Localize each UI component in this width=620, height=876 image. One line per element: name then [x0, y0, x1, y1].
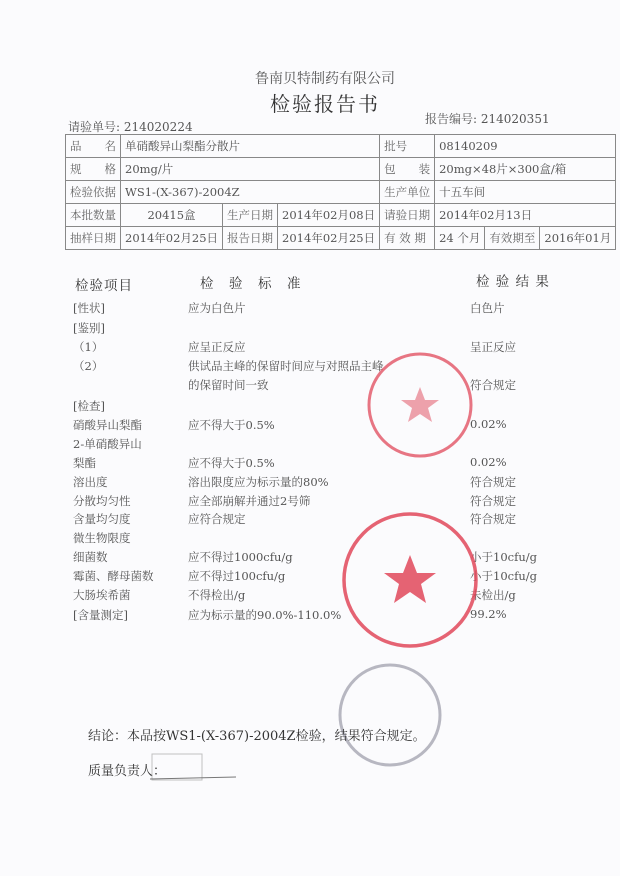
- conclusion: 结论：本品按WS1-(X-367)-2004Z检验，结果符合规定。: [88, 729, 426, 744]
- validity-label: 有 效 期: [380, 227, 435, 250]
- batch-value: 08140209: [435, 135, 616, 158]
- result-result: 未检出/g: [470, 588, 516, 602]
- table-row: [66, 181, 616, 204]
- product-name-label: 品 名: [66, 135, 121, 158]
- gray-seal-stamp: [330, 655, 450, 775]
- result-item: [鉴别]: [73, 321, 105, 335]
- report-number-label: 报告编号:: [425, 112, 478, 126]
- result-item: 分散均匀性: [73, 494, 131, 508]
- result-result: 白色片: [470, 301, 505, 315]
- basis-label: 检验依据: [66, 181, 121, 204]
- result-item: [性状]: [73, 301, 105, 315]
- result-item: 含量均匀度: [73, 512, 131, 526]
- request-number-label: 请验单号:: [68, 120, 121, 134]
- request-number-value: 214020224: [123, 120, 193, 134]
- qa-label: 质量负责人：: [88, 764, 167, 779]
- spec-label: 规 格: [66, 158, 121, 181]
- qa-signature: [150, 752, 240, 784]
- result-standard: 的保留时间一致: [188, 378, 269, 392]
- result-item: 霉菌、酵母菌数: [73, 569, 154, 583]
- sample-date-value: 2014年02月25日: [121, 227, 223, 250]
- result-standard: 应不得过1000cfu/g: [188, 550, 293, 564]
- table-row: [66, 135, 616, 158]
- column-header-item: 检验项目: [75, 278, 133, 294]
- red-seal-stamp-1: [360, 345, 480, 465]
- result-item: 溶出度: [73, 475, 108, 489]
- result-standard: 应全部崩解并通过2号筛: [188, 494, 311, 508]
- result-result: 符合规定: [470, 378, 516, 392]
- result-item: 2-单硝酸异山: [73, 437, 142, 451]
- result-result: 符合规定: [470, 475, 516, 489]
- result-item: （2）: [73, 359, 104, 373]
- result-item: 细菌数: [73, 550, 108, 564]
- package-value: 20mg×48片×300盒/箱: [435, 158, 616, 181]
- result-item: 微生物限度: [73, 531, 131, 545]
- sample-date-label: 抽样日期: [66, 227, 121, 250]
- table-row: [66, 227, 616, 250]
- result-item: 大肠埃希菌: [73, 588, 131, 602]
- package-label: 包 装: [380, 158, 435, 181]
- table-row: [66, 158, 616, 181]
- producer-value: 十五车间: [435, 181, 616, 204]
- request-number: [68, 118, 193, 135]
- result-standard: 应不得过100cfu/g: [188, 569, 286, 583]
- expiry-value: 2016年01月: [540, 227, 616, 250]
- result-standard: 溶出限度应为标示量的80%: [188, 475, 329, 489]
- result-result: 呈正反应: [470, 340, 516, 354]
- request-date-label: 请验日期: [380, 204, 435, 227]
- result-standard: 应呈正反应: [188, 340, 246, 354]
- result-item: [含量测定]: [73, 608, 128, 622]
- result-result: 小于10cfu/g: [470, 550, 537, 564]
- result-result: 0.02%: [470, 417, 507, 431]
- document-title: 检验报告书: [270, 92, 380, 116]
- product-name: 单硝酸异山梨酯分散片: [121, 135, 380, 158]
- report-date-value: 2014年02月25日: [278, 227, 380, 250]
- prod-date-label: 生产日期: [223, 204, 278, 227]
- table-row: [66, 204, 616, 227]
- batch-label: 批号: [380, 135, 435, 158]
- result-result: 符合规定: [470, 512, 516, 526]
- report-number: [425, 110, 550, 127]
- column-header-result: 检 验 结 果: [476, 274, 550, 290]
- result-standard: 应为标示量的90.0%-110.0%: [188, 608, 342, 622]
- result-item: 梨酯: [73, 456, 96, 470]
- validity-value: 24 个月: [435, 227, 485, 250]
- result-result: 符合规定: [470, 494, 516, 508]
- result-result: 小于10cfu/g: [470, 569, 537, 583]
- result-item: 硝酸异山梨酯: [73, 418, 142, 432]
- result-standard: 不得检出/g: [188, 588, 246, 602]
- basis-value: WS1-(X-367)-2004Z: [121, 181, 380, 204]
- column-header-standard: 检 验 标 准: [200, 276, 302, 292]
- red-seal-stamp-2: [335, 505, 485, 655]
- result-result: 0.02%: [470, 455, 507, 469]
- quantity-value: 20415盒: [121, 204, 223, 227]
- quantity-label: 本批数量: [66, 204, 121, 227]
- result-item: （1）: [73, 340, 104, 354]
- result-item: [检查]: [73, 399, 105, 413]
- result-standard: 供试品主峰的保留时间应与对照品主峰: [188, 359, 384, 373]
- expiry-label: 有效期至: [485, 227, 540, 250]
- result-standard: 应为白色片: [188, 301, 246, 315]
- result-result: 99.2%: [470, 607, 507, 621]
- prod-date-value: 2014年02月08日: [278, 204, 380, 227]
- result-standard: 应不得大于0.5%: [188, 418, 275, 432]
- result-standard: 应符合规定: [188, 512, 246, 526]
- report-date-label: 报告日期: [223, 227, 278, 250]
- spec-value: 20mg/片: [121, 158, 380, 181]
- request-date-value: 2014年02月13日: [435, 204, 616, 227]
- result-standard: 应不得大于0.5%: [188, 456, 275, 470]
- report-number-value: 214020351: [480, 112, 550, 126]
- product-info-table: [65, 134, 616, 250]
- producer-label: 生产单位: [380, 181, 435, 204]
- company-name: 鲁南贝特制药有限公司: [255, 71, 395, 87]
